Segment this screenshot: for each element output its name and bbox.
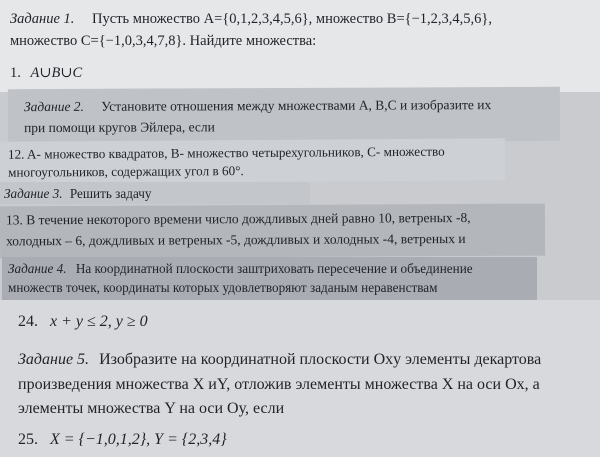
task-2-line-2: при помощи кругов Эйлера, если [24,119,215,136]
task-1-label: Задание 1. [10,11,75,27]
task-3-text: Решить задачу [69,186,152,201]
task-2-line-1 [24,98,491,114]
task-4-text: На координатной плоскости заштриховать пересечение и объединение [75,261,473,276]
task-1-block [0,0,600,92]
task-1-text: Пусть множество A={0,1,2,3,4,5,6}, множество B={−1,2,3,4,5,6}, [92,11,492,27]
task-2-item-block [0,138,505,184]
task-3-item-line-1: 13. В течение некоторого времени число дождливых дней равно 10, ветреных -8, [5,209,471,228]
task-3-item-line-2: холодных – 6, дождливых и ветреных -5, дождливых и холодных -4, ветреных и [6,230,466,249]
task-5-label: Задание 5. [18,351,90,368]
task-2-item-line-2: многоугольников, содержащих угол в 60°. [8,163,244,180]
task-2-item-line-1: 12. A- множество квадратов, B- множество четырехугольников, C- множество [7,143,445,162]
task-4-label: Задание 4. [8,261,67,276]
task-4-item [18,314,148,330]
task-5-item-number: 25. [18,431,38,448]
task-4-line-2: множеств точек, координаты которых удовлетворяют заданым неравенствам [8,280,438,295]
task-3-label: Задание 3. [4,186,63,201]
task-5-item-expression: X = {−1,0,1,2}, Y = {2,3,4} [50,431,227,448]
task-5-item [18,432,227,448]
task-5-line-3: элементы множества Y на оси Оу, если [18,400,285,417]
task-1-line-2: множество C={−1,0,3,4,7,8}. Найдите множества: [10,33,317,49]
task-4-item-expression: x + y ≤ 2, y ≥ 0 [50,313,148,330]
task-2-text: Установите отношения между множествами A, B,C и изобразите их [101,97,492,114]
task-2-label: Задание 2. [23,98,84,115]
task-1-line-1 [10,12,492,27]
task-1-item-number: 1. [10,65,21,81]
task-1-item-expression: A∪B∪C [30,65,83,81]
task-3-item-block [0,204,545,259]
task-1-item [10,66,82,81]
task-5-text: Изобразите на координатной плоскости Oxy элементы декартова [99,351,542,368]
task-3-line [4,187,152,200]
task-4-block [2,257,537,301]
task-5-line-2: произведения множества X иY, отложив элементы множества X на оси Ох, а [18,376,540,393]
task-5-line-1 [18,352,541,368]
task-3-block [0,182,310,204]
task-2-block [8,87,560,143]
task-5-block [0,300,600,457]
task-4-item-number: 24. [18,313,38,330]
task-4-line-1 [8,262,473,275]
